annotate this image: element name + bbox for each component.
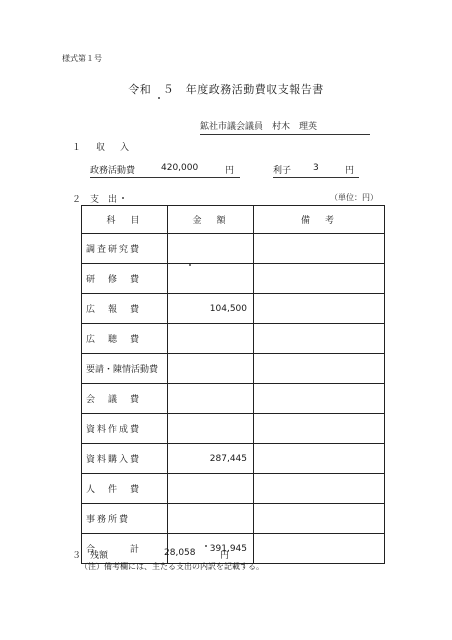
- row-item: 調査研究費: [82, 234, 168, 264]
- balance-unit: 円: [220, 551, 230, 561]
- interest-amount: 3: [313, 163, 319, 173]
- remarks-note: （注）備考欄には、主たる支出の内訳を記載する。: [80, 562, 264, 571]
- income-heading: １ 収 入: [72, 143, 133, 153]
- table-row: [82, 384, 385, 414]
- balance-heading: ３ 残額: [72, 551, 109, 561]
- table-row: [82, 504, 385, 534]
- row-item: 広 報 費: [82, 294, 168, 324]
- row-amount: [168, 414, 254, 444]
- row-amount: [168, 324, 254, 354]
- row-remarks: [254, 444, 385, 474]
- row-remarks: [254, 264, 385, 294]
- unit-note: （単位：円）: [330, 193, 378, 202]
- total-remarks: [254, 534, 385, 564]
- balance-amount: 28,058: [164, 548, 196, 558]
- row-remarks: [254, 414, 385, 444]
- row-item: 事務所費: [82, 504, 168, 534]
- row-amount: [168, 234, 254, 264]
- report-title: 令和 ５ 年度政務活動費収支報告書: [128, 83, 324, 96]
- expenditure-table: [81, 205, 385, 564]
- table-row: [82, 414, 385, 444]
- activity-funds-unit: 円: [225, 166, 235, 176]
- activity-funds-underline: [90, 177, 240, 178]
- row-amount: [168, 264, 254, 294]
- scan-speck: [158, 97, 160, 99]
- table-header-row: [82, 206, 385, 234]
- row-remarks: [254, 324, 385, 354]
- header-remarks: 備 考: [254, 206, 385, 234]
- table-row: [82, 294, 385, 324]
- row-remarks: [254, 474, 385, 504]
- row-remarks: [254, 384, 385, 414]
- row-item: 広 聴 費: [82, 324, 168, 354]
- table-row: [82, 354, 385, 384]
- form-number: 様式第１号: [62, 54, 102, 63]
- scan-speck: [189, 264, 191, 266]
- row-amount: 104,500: [168, 294, 254, 324]
- table-row: [82, 234, 385, 264]
- table-row: [82, 474, 385, 504]
- interest-unit: 円: [345, 166, 355, 176]
- table-row: [82, 264, 385, 294]
- row-item: 資料作成費: [82, 414, 168, 444]
- scan-speck: [122, 197, 124, 199]
- total-amount: 391,945: [168, 534, 254, 564]
- row-item: 資料購入費: [82, 444, 168, 474]
- activity-funds-label: 政務活動費: [90, 166, 136, 176]
- row-remarks: [254, 354, 385, 384]
- activity-funds-amount: 420,000: [161, 163, 199, 173]
- row-item: 会 議 費: [82, 384, 168, 414]
- header-amount: 金 額: [168, 206, 254, 234]
- row-amount: [168, 354, 254, 384]
- row-amount: [168, 474, 254, 504]
- row-amount: [168, 504, 254, 534]
- row-item: 研 修 費: [82, 264, 168, 294]
- total-label: 合 計: [82, 534, 168, 564]
- interest-underline: [273, 177, 359, 178]
- row-remarks: [254, 234, 385, 264]
- expenditure-heading: ２ 支 出: [72, 195, 118, 205]
- table-row: [82, 444, 385, 474]
- row-remarks: [254, 504, 385, 534]
- interest-label: 利子: [273, 166, 292, 176]
- row-amount: 287,445: [168, 444, 254, 474]
- row-remarks: [254, 294, 385, 324]
- scan-speck: [205, 545, 207, 547]
- table-row: [82, 324, 385, 354]
- author-name: 鉱社市議会議員 村木 理英: [200, 119, 370, 135]
- row-item: 要請・陳情活動費: [82, 354, 168, 384]
- header-item: 科 目: [82, 206, 168, 234]
- row-amount: [168, 384, 254, 414]
- table-total-row: [82, 534, 385, 564]
- row-item: 人 件 費: [82, 474, 168, 504]
